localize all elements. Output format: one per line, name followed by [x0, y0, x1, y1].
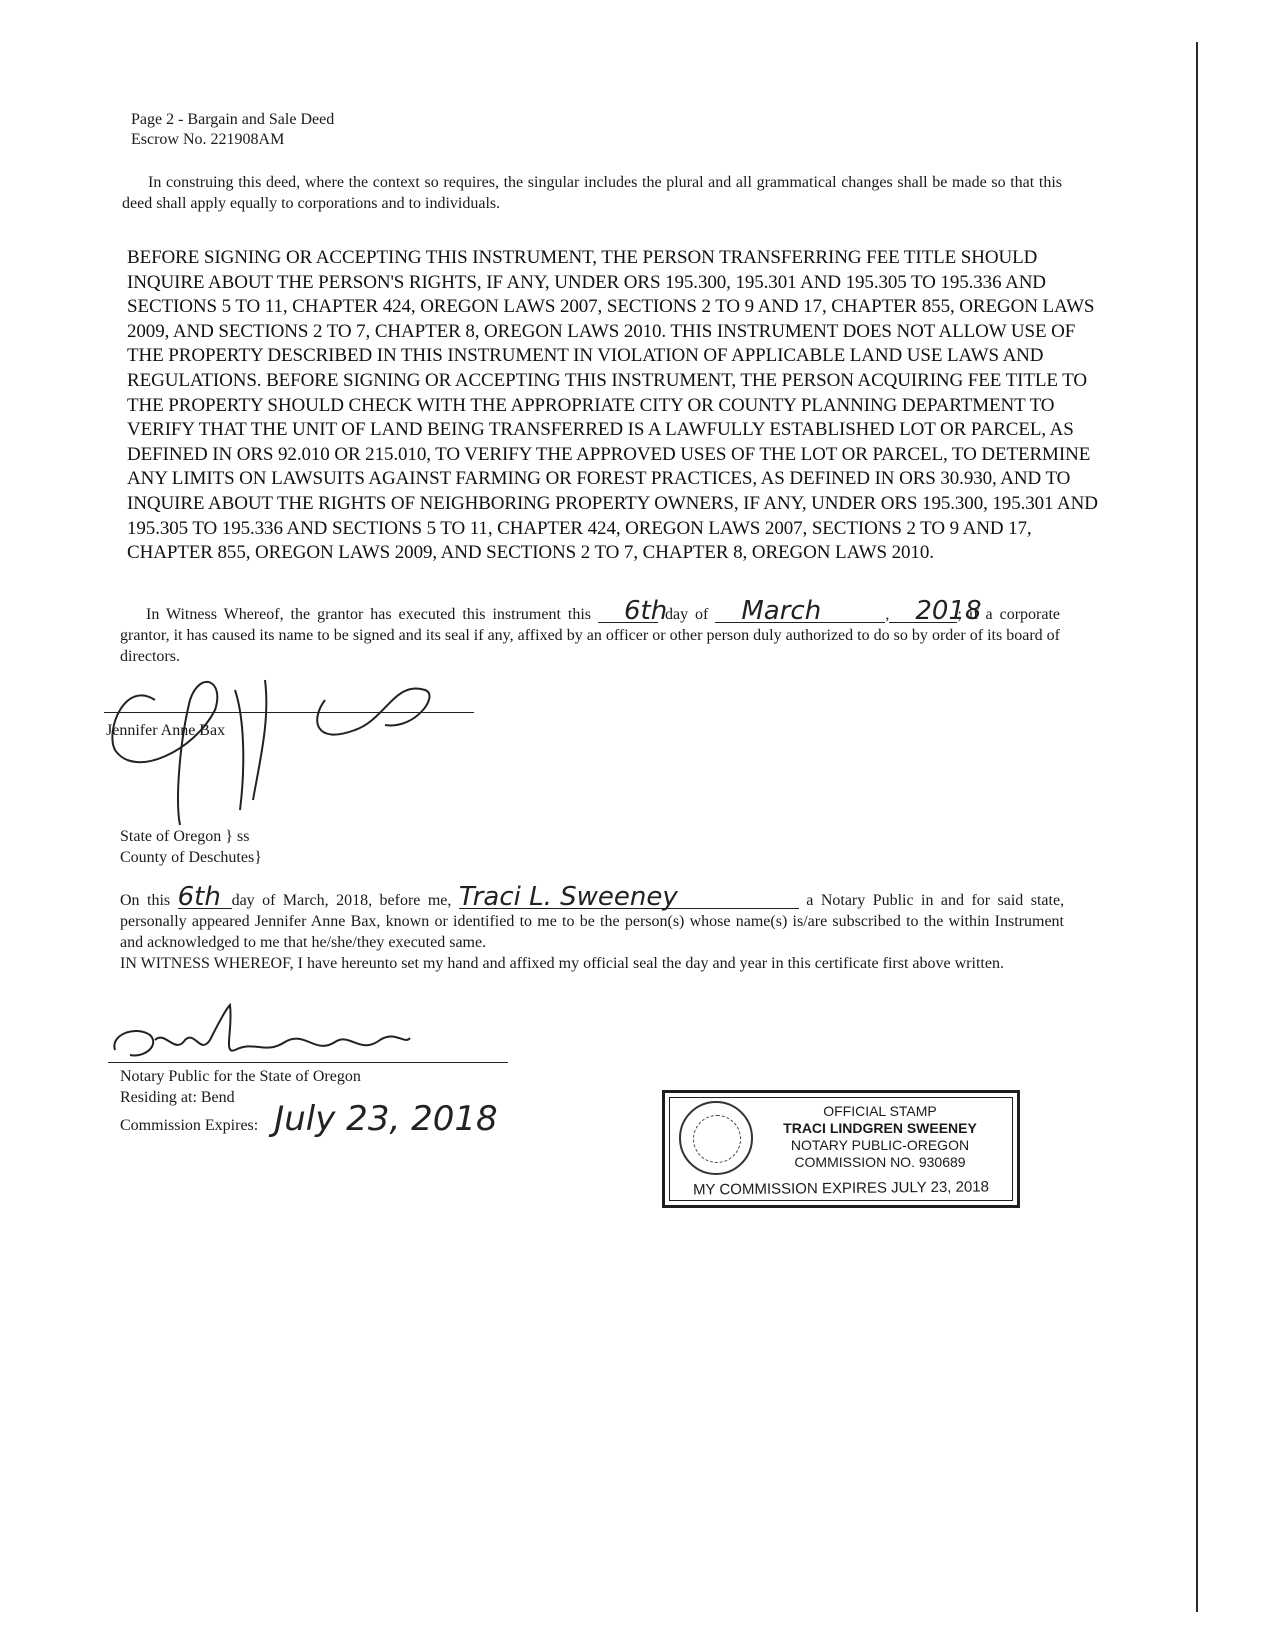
venue-block — [120, 826, 262, 868]
ack-notary-name-handwritten: Traci L. Sweeney — [459, 886, 799, 909]
escrow-number: Escrow No. 221908AM — [131, 131, 285, 148]
witness-text-d: ; if a corporate grantor, it has caused its name to be signed and its seal if any, affixed by an officer or other person duly authorized to do so by order of its board of directors. — [120, 606, 1061, 665]
acknowledgment-paragraph — [120, 882, 1065, 974]
stamp-line-1: OFFICIAL STAMP — [823, 1103, 937, 1119]
page-label: Page 2 - Bargain and Sale Deed — [131, 111, 335, 128]
witness-text-a: In Witness Whereof, the grantor has executed this instrument this — [146, 606, 591, 623]
land-use-warning: BEFORE SIGNING OR ACCEPTING THIS INSTRUMENT, THE PERSON TRANSFERRING FEE TITLE SHOULD INQUIRE ABOUT THE PERSON'S RIGHTS, IF ANY, UNDER ORS 195.300, 195.301 AND 195.305 TO 195.336 AND SECTIONS 5 TO 11, CHAPTER 424, OREGON LAWS 2007, SECTIONS 2 TO 9 AND 17, CHAPTER 855, OREGON LAWS 2009, AND SECTIONS 2 TO 7, CHAPTER 8, OREGON LAWS 2010. THIS INSTRUMENT DOES NOT ALLOW USE OF THE PROPERTY DESCRIBED IN THIS INSTRUMENT IN VIOLATION OF APPLICABLE LAND USE LAWS AND REGULATIONS. BEFORE SIGNING OR ACCEPTING THIS INSTRUMENT, THE PERSON ACQUIRING FEE TITLE TO THE PROPERTY SHOULD CHECK WITH THE APPROPRIATE CITY OR COUNTY PLANNING DEPARTMENT TO VERIFY THAT THE UNIT OF LAND BEING TRANSFERRED IS A LAWFULLY ESTABLISHED LOT OR PARCEL, AS DEFINED IN ORS 92.010 OR 215.010, TO VERIFY THE APPROVED USES OF THE LOT OR PARCEL, TO DETERMINE ANY LIMITS ON LAWSUITS AGAINST FARMING OR FOREST PRACTICES, AS DEFINED IN ORS 30.930, AND TO INQUIRE ABOUT THE RIGHTS OF NEIGHBORING PROPERTY OWNERS, IF ANY, UNDER ORS 195.300, 195.301 AND 195.305 TO 195.336 AND SECTIONS 5 TO 11, CHAPTER 424, OREGON LAWS 2007, SECTIONS 2 TO 9 AND 17, CHAPTER 855, OREGON LAWS 2009, AND SECTIONS 2 TO 7, CHAPTER 8, OREGON LAWS 2010. — [127, 247, 1098, 564]
ack-text-a: day of March, 2018, before me, — [231, 892, 452, 909]
ack-on-this: On this — [120, 892, 171, 909]
notary-commission-handwritten: July 23, 2018 — [274, 1099, 498, 1139]
construing-paragraph: In construing this deed, where the context so requires, the singular includes the plural and all grammatical changes shall be made so that this deed shall apply equally to corporations and to individuals. — [122, 174, 1062, 212]
witness-clause — [120, 596, 1061, 667]
notary-commission-label: Commission Expires: — [120, 1117, 259, 1134]
grantor-name: Jennifer Anne Bax — [106, 722, 226, 739]
page-edge-line — [1196, 42, 1198, 1612]
notary-signature-line — [108, 1062, 508, 1063]
witness-year-handwritten: 2018 — [889, 600, 957, 623]
witness-month-handwritten: March — [715, 600, 885, 623]
ack-witness-line: IN WITNESS WHEREOF, I have hereunto set my hand and affixed my official seal the day and year in this certificate first above written. — [120, 955, 1004, 972]
grantor-signature-line — [104, 712, 474, 713]
ack-day-handwritten: 6th — [178, 886, 232, 909]
venue-state: State of Oregon } ss — [120, 828, 250, 845]
witness-day-handwritten: 6th — [598, 600, 658, 623]
stamp-line-4: COMMISSION NO. 930689 — [794, 1154, 966, 1170]
notary-commission — [120, 1099, 498, 1139]
stamp-line-5: MY COMMISSION EXPIRES JULY 23, 2018 — [692, 1178, 990, 1199]
witness-text-c: , — [885, 606, 890, 623]
ack-text-b: a Notary Public in and for said state, personally appeared Jennifer Anne Bax, known or identified to me to be the person(s) whose name(s) is/are subscribed to the within Instrument and acknowledged to me that he/she/they executed same. — [120, 892, 1065, 951]
notary-residing: Residing at: Bend — [120, 1089, 235, 1106]
witness-text-b: day of — [664, 606, 709, 623]
official-notary-stamp — [662, 1090, 1020, 1208]
notary-block — [120, 1066, 498, 1139]
oregon-state-seal-icon — [679, 1101, 753, 1175]
notary-title: Notary Public for the State of Oregon — [120, 1068, 361, 1085]
stamp-line-3: NOTARY PUBLIC-OREGON — [790, 1137, 970, 1153]
stamp-line-2: TRACI LINDGREN SWEENEY — [783, 1120, 977, 1136]
document-header — [131, 110, 334, 150]
notary-signature — [105, 1000, 425, 1070]
venue-county: County of Deschutes} — [120, 849, 262, 866]
